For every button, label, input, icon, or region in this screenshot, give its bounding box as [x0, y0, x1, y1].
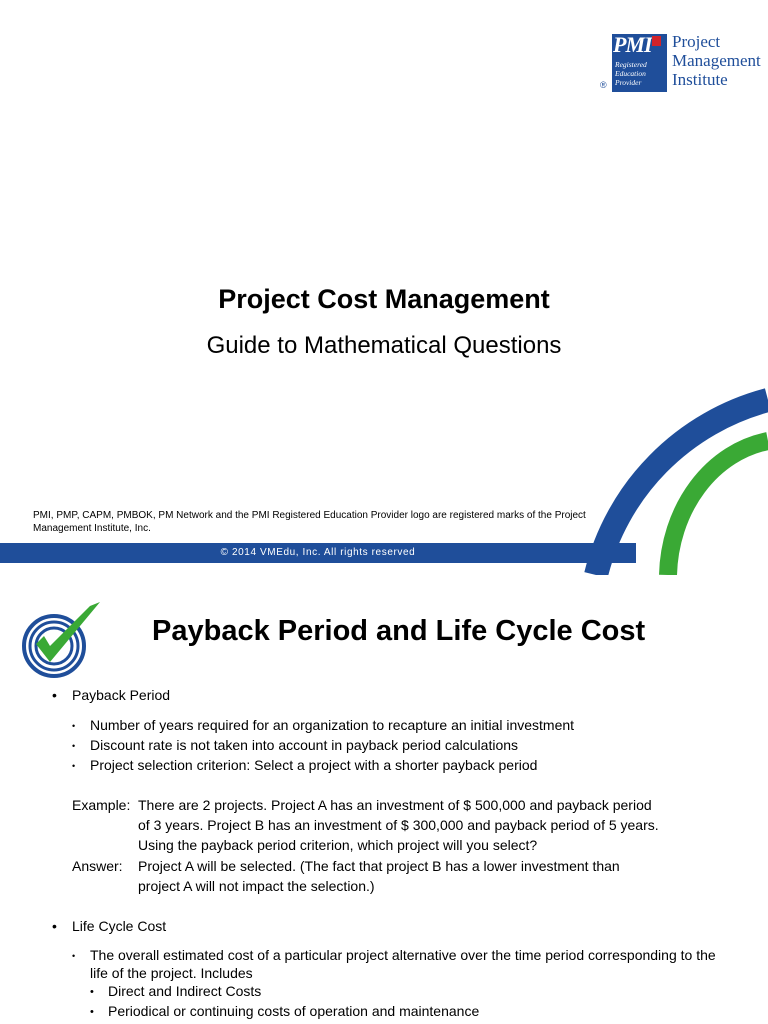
bullet-dot: •	[90, 1006, 94, 1018]
list-item-text: Discount rate is not taken into account in payback period calculations	[90, 737, 519, 753]
green-arc	[668, 441, 768, 575]
example-label: Example:	[72, 797, 131, 813]
bullet-dot: •	[72, 761, 76, 771]
list-item-text: The overall estimated cost of a particular project alternative over the time period corresponding to the	[90, 947, 716, 963]
sub-list-item-text: Direct and Indirect Costs	[108, 983, 262, 999]
answer-line: project A will not impact the selection.)	[138, 878, 375, 894]
trademark-disclaimer: PMI, PMP, CAPM, PMBOK, PM Network and the PMI Registered Education Provider logo are registered marks of the Project Management Institute, Inc.	[33, 510, 586, 534]
bullet-dot: •	[72, 741, 76, 751]
bullet-dot: •	[72, 721, 76, 731]
example-line: of 3 years. Project B has an investment of $ 300,000 and payback period of 5 years.	[138, 817, 659, 833]
bullet-dot: •	[52, 687, 57, 703]
registered-mark: ®	[600, 80, 607, 90]
bullet-dot: •	[52, 918, 57, 934]
slide-title: Payback Period and Life Cycle Cost	[152, 615, 646, 647]
checkmark-badge-icon	[20, 600, 102, 680]
bullet-label: Payback Period	[72, 687, 171, 703]
pmi-logo-provider-text	[615, 60, 667, 87]
answer-line: Project A will be selected. (The fact that project B has a lower investment than	[138, 858, 620, 874]
pmi-logo-red-square	[652, 36, 661, 46]
pmi-logo-name: Project Management Institute	[672, 32, 761, 89]
pmi-logo	[600, 32, 768, 96]
list-item-text: Project selection criterion: Select a project with a shorter payback period	[90, 757, 538, 773]
example-line: There are 2 projects. Project A has an investment of $ 500,000 and payback period	[138, 797, 652, 813]
bullet-label: Life Cycle Cost	[72, 918, 167, 934]
bullet-dot: •	[72, 951, 76, 961]
pmi-logo-letters: PMI	[613, 32, 652, 57]
presentation-subtitle: Guide to Mathematical Questions	[206, 332, 562, 359]
bullet-dot: •	[90, 986, 94, 998]
example-line: Using the payback period criterion, which project will you select?	[138, 837, 538, 853]
answer-label: Answer:	[72, 858, 123, 874]
list-item-text: Number of years required for an organization to recapture an initial investment	[90, 717, 575, 733]
pmi-logo-provider-label: Registered Education Provider	[615, 60, 647, 87]
sub-list-item-text: Periodical or continuing costs of operation and maintenance	[108, 1003, 480, 1019]
copyright-footer: © 2014 VMEdu, Inc. All rights reserved	[0, 543, 636, 563]
content-slide	[0, 577, 768, 1024]
pmi-logo-box	[612, 34, 667, 92]
list-item-text: life of the project. Includes	[90, 965, 253, 981]
presentation-title: Project Cost Management	[218, 284, 550, 314]
